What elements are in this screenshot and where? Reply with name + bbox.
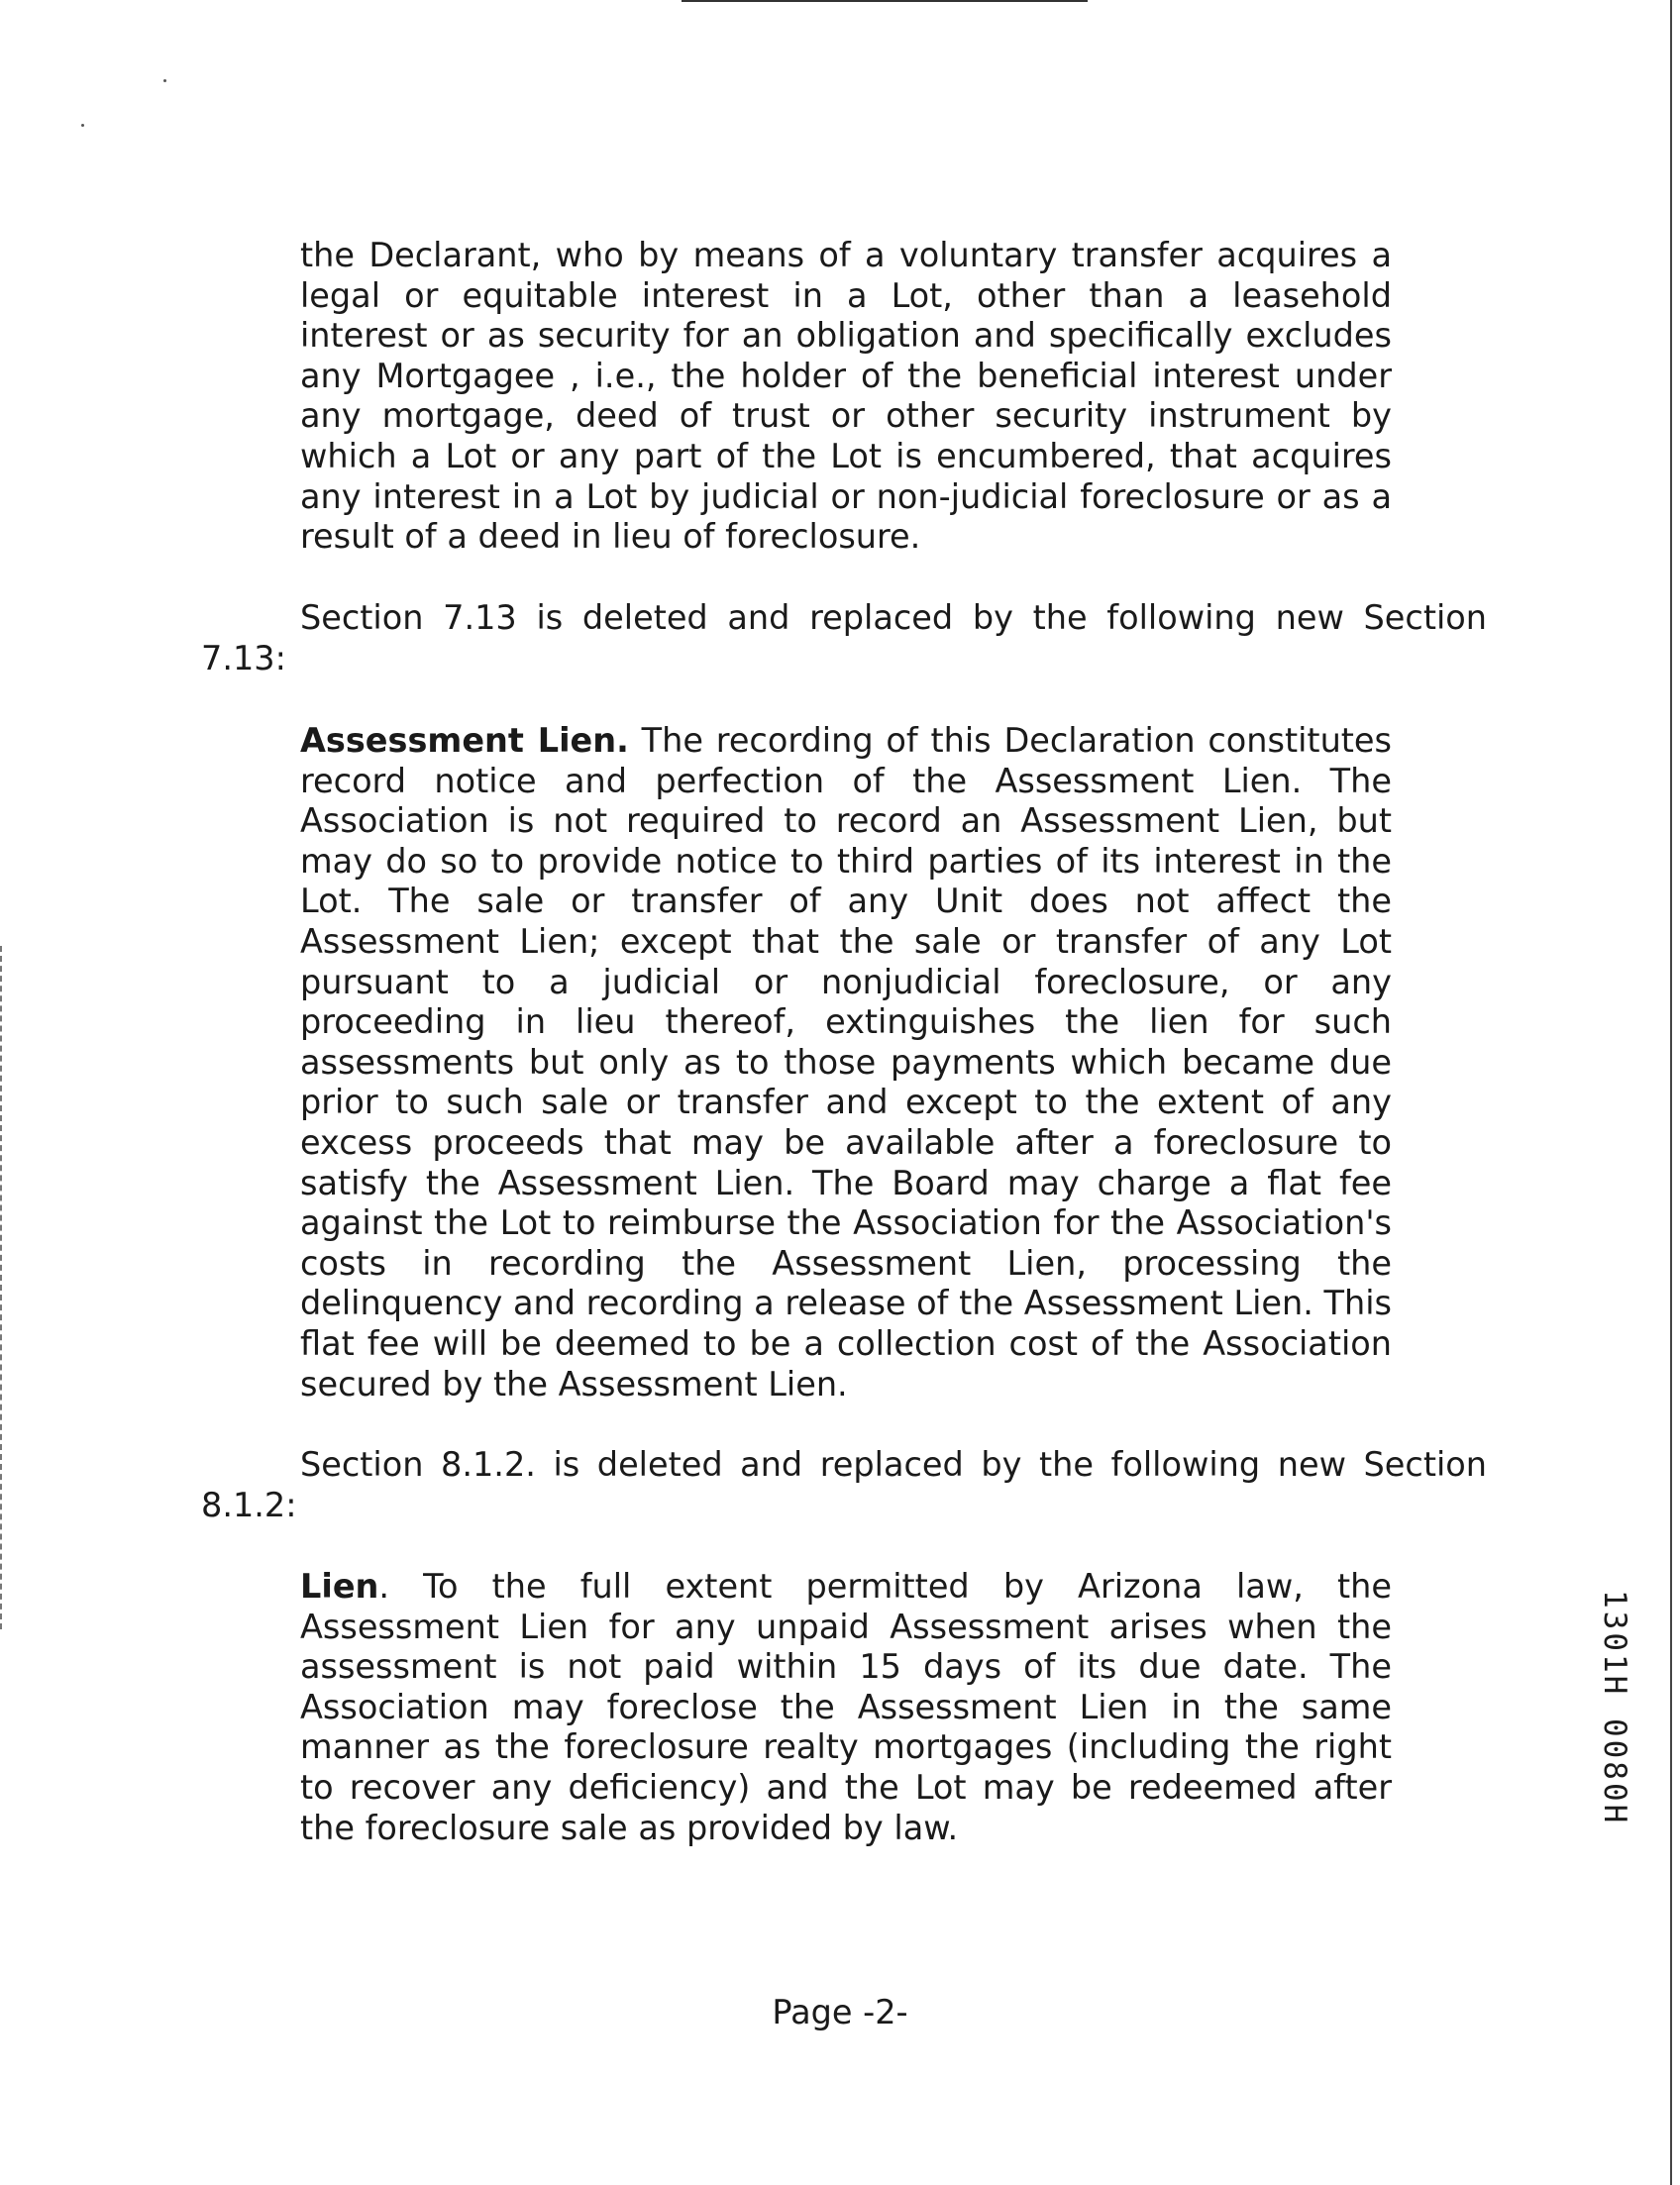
scan-speck (163, 79, 166, 82)
recording-number-text: 1301H 0080H (1597, 1590, 1632, 1826)
lien-heading: Lien (300, 1567, 379, 1606)
left-margin-marks (0, 946, 5, 1629)
assessment-lien-heading: Assessment Lien. (300, 721, 629, 760)
scan-speck (81, 124, 84, 127)
definition-paragraph: the Declarant, who by means of a voluntary transfer acquires a legal or equitable interest in a Lot, other than a leasehold interest or as security for an obligation and specifically excludes any Mortgagee , i.e., the holder of the beneficial interest under any mortgage, deed of trust or other security instrument by which a Lot or any part of the Lot is encumbered, that acquires any interest in a Lot by judicial or non-judicial foreclosure or as a result of a deed in lieu of foreclosure. (300, 236, 1392, 557)
section-8-1-2-intro: Section 8.1.2. is deleted and replaced by the following new Section (300, 1445, 1487, 1484)
assessment-lien-paragraph (300, 721, 1392, 1405)
section-8-1-2-number: 8.1.2: (201, 1486, 297, 1524)
recording-number-stamp (1597, 1590, 1632, 1857)
lien-body: . To the full extent permitted by Arizona law, the Assessment Lien for any unpaid Assessment arises when the assessment is not paid within 15 days of its due date. The Association may foreclose the Assessment Lien in the same manner as the foreclosure realty mortgages (including the right to recover any deficiency) and the Lot may be redeemed after the foreclosure sale as provided by law. (300, 1567, 1392, 1847)
lien-paragraph (300, 1567, 1392, 1848)
page-right-edge (1670, 0, 1672, 2185)
section-7-13-number: 7.13: (201, 639, 286, 677)
section-7-13-intro: Section 7.13 is deleted and replaced by the following new Section (300, 598, 1487, 637)
assessment-lien-body: The recording of this Declaration constitutes record notice and perfection of the Assessment Lien. The Association is not required to record an Assessment Lien, but may do so to provide notice to third parties of its interest in the Lot. The sale or transfer of any Unit does not affect the Assessment Lien; except that the sale or transfer of any Lot pursuant to a judicial or nonjudicial foreclosure, or any proceeding in lieu thereof, extinguishes the lien for such assessments but only as to those payments which became due prior to such sale or transfer and except to the extent of any excess proceeds that may be available after a foreclosure to satisfy the Assessment Lien. The Board may charge a flat fee against the Lot to reimburse the Association for the Association's costs in recording the Assessment Lien, processing the delinquency and recording a release of the Assessment Lien. This flat fee will be deemed to be a collection cost of the Association secured by the Assessment Lien. (300, 721, 1392, 1404)
page-number: Page -2- (772, 1993, 908, 2031)
top-scan-rule (682, 0, 1088, 2)
